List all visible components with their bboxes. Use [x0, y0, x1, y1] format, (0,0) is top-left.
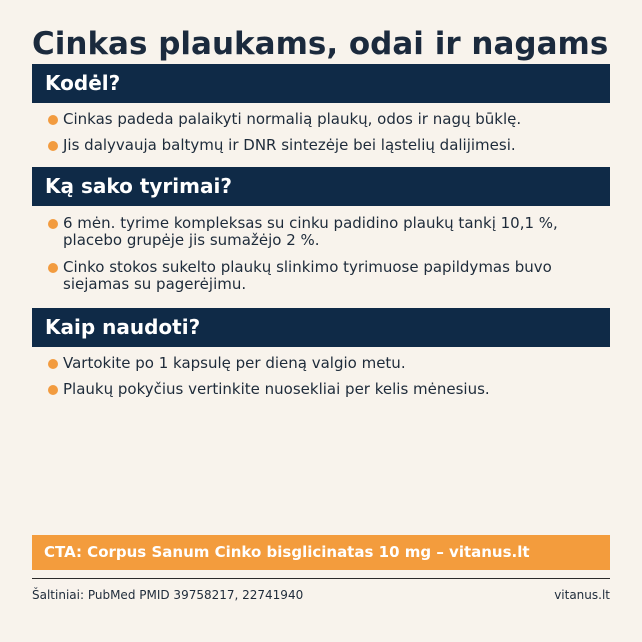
footer-divider	[32, 578, 610, 579]
section-heading-usage: Kaip naudoti?	[32, 308, 610, 347]
bullet-dot	[48, 219, 58, 229]
list-item	[48, 355, 608, 372]
bullet-dot	[48, 359, 58, 369]
footer-sources: Šaltiniai: PubMed PMID 39758217, 22741940	[32, 588, 304, 602]
list-item	[48, 111, 608, 128]
bullet-dot	[48, 141, 58, 151]
bullet-text: Plaukų pokyčius vertinkite nuosekliai per kelis mėnesius.	[63, 380, 490, 398]
list-item	[48, 259, 608, 293]
bullet-text: Vartokite po 1 kapsulę per dieną valgio metu.	[63, 354, 406, 372]
list-item	[48, 215, 608, 249]
bullet-text: Jis dalyvauja baltymų ir DNR sintezėje bei ląstelių dalijimesi.	[63, 136, 516, 154]
section-heading-research: Ką sako tyrimai?	[32, 167, 610, 206]
bullet-dot	[48, 115, 58, 125]
bullet-text: Cinko stokos sukelto plaukų slinkimo tyrimuose papildymas buvo siejamas su pagerėjimu.	[63, 258, 552, 293]
page-title: Cinkas plaukams, odai ir nagams	[32, 26, 609, 62]
bullet-text: 6 mėn. tyrime kompleksas su cinku padidino plaukų tankį 10,1 %, placebo grupėje jis sumažėjo 2 %.	[63, 214, 558, 249]
list-item	[48, 381, 608, 398]
bullet-dot	[48, 385, 58, 395]
footer-site-link[interactable]: vitanus.lt	[554, 588, 610, 602]
bullet-text: Cinkas padeda palaikyti normalią plaukų, odos ir nagų būklę.	[63, 110, 522, 128]
section-heading-why: Kodėl?	[32, 64, 610, 103]
cta-banner[interactable]: CTA: Corpus Sanum Cinko bisglicinatas 10 mg – vitanus.lt	[32, 535, 610, 570]
bullet-dot	[48, 263, 58, 273]
list-item	[48, 137, 608, 154]
